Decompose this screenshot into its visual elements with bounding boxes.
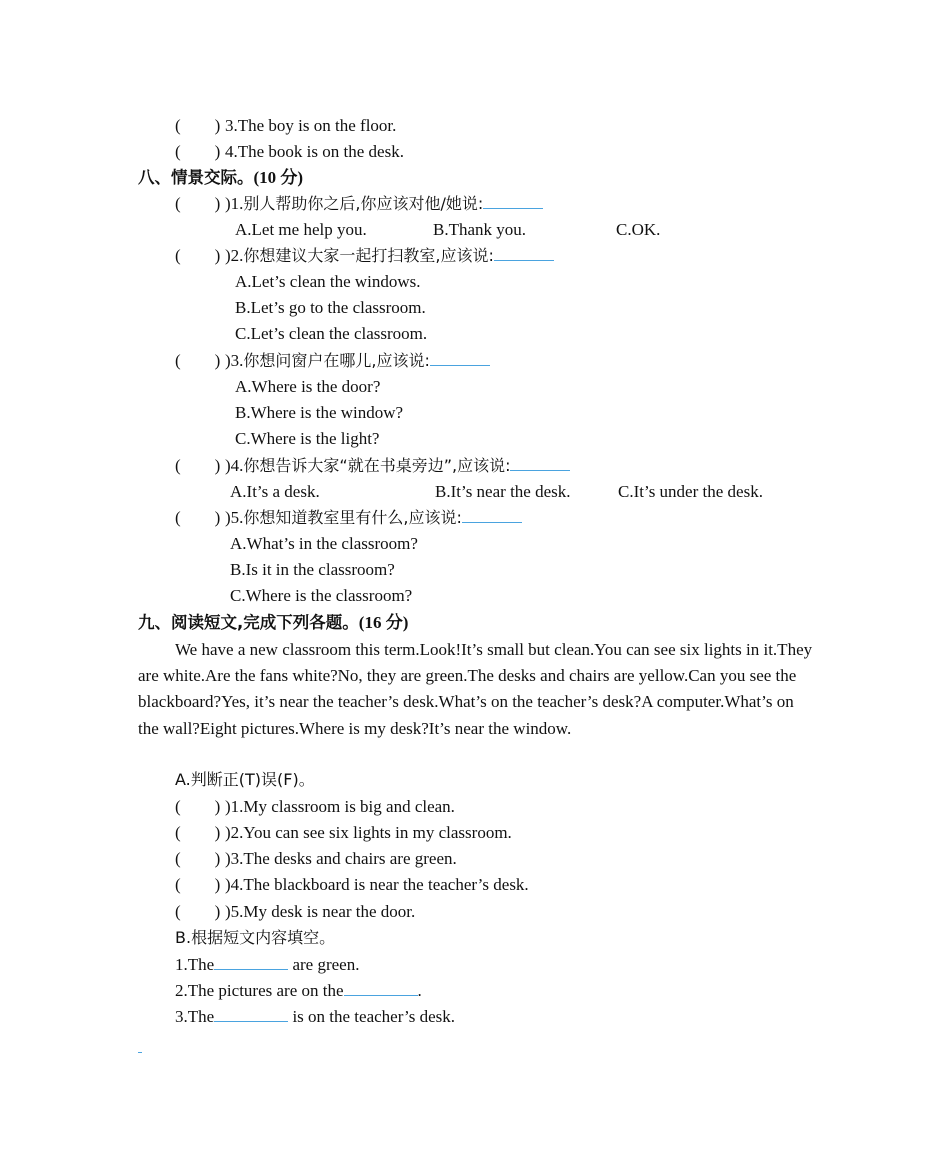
question-text: The boy is on the floor. — [237, 116, 397, 135]
fill-blank[interactable] — [344, 981, 418, 996]
option-b: B.It’s near the desk. — [435, 482, 571, 501]
answer-bracket[interactable]: ( ) — [175, 351, 221, 370]
part-a-title: A.判断正(T)误(F)。 — [175, 770, 315, 789]
question-8-1: )1.别人帮助你之后,你应该对他/她说: — [225, 194, 543, 214]
option-a: A.Let’s clean the windows. — [235, 272, 421, 291]
option-b: B.Let’s go to the classroom. — [235, 298, 426, 317]
option-c: C.Where is the classroom? — [230, 586, 413, 605]
answer-bracket[interactable]: ( ) — [175, 142, 221, 161]
fill-text-before: 3.The — [175, 1007, 215, 1026]
tf-item: )2.You can see six lights in my classroom. — [225, 823, 512, 842]
fill-text-before: 1.The — [175, 955, 215, 974]
part-b-title: B.根据短文内容填空。 — [175, 928, 336, 947]
answer-blank[interactable] — [510, 456, 570, 471]
answer-bracket[interactable]: ( ) — [175, 902, 221, 921]
question-prompt: 你想问窗户在哪儿,应该说: — [243, 351, 430, 370]
tf-item: )5.My desk is near the door. — [225, 902, 416, 921]
answer-bracket[interactable]: ( ) — [175, 797, 221, 816]
fill-blank[interactable] — [214, 1007, 288, 1022]
reading-passage: We have a new classroom this term.Look!It’s small but clean.You can see six lights in it.They are white.Are the fans white?No, they are green.The desks and chairs are yellow.Can you see the blackboard?Yes, it’s near the teacher’s desk.What’s on the teacher’s desk?A computer.What’s on the wall?Eight pictures.Where is my desk?It’s near the window. — [138, 640, 813, 738]
option-b: B.Where is the window? — [235, 403, 404, 422]
question-number: 3 — [225, 116, 234, 135]
answer-bracket[interactable]: ( ) — [175, 246, 221, 265]
tf-item-text: 1.My classroom is big and clean. — [230, 797, 455, 816]
tf-item: )3.The desks and chairs are green. — [225, 849, 457, 868]
question-8-3: )3.你想问窗户在哪儿,应该说: — [225, 351, 490, 371]
question-8-4: )4.你想告诉大家“就在书桌旁边”,应该说: — [225, 456, 570, 476]
fill-item-3 — [175, 1007, 455, 1027]
question-prompt: 你想建议大家一起打扫教室,应该说: — [243, 246, 494, 265]
answer-bracket[interactable]: ( ) — [175, 116, 221, 135]
tf-item: )1.My classroom is big and clean. — [225, 797, 455, 816]
answer-blank[interactable] — [494, 246, 554, 261]
question-prompt: 你想告诉大家“就在书桌旁边”,应该说: — [243, 456, 511, 475]
answer-bracket[interactable]: ( ) — [175, 456, 221, 475]
option-a: A.It’s a desk. — [230, 482, 320, 501]
fill-text-after: . — [417, 981, 422, 1000]
option-a: A.Let me help you. — [235, 220, 367, 239]
section-points: (10 分) — [253, 168, 304, 187]
option-b: B.Thank you. — [433, 220, 527, 239]
answer-bracket[interactable]: ( ) — [175, 875, 221, 894]
question-text: The book is on the desk. — [237, 142, 404, 161]
tf-item-text: 5.My desk is near the door. — [230, 902, 416, 921]
fill-item-2 — [175, 981, 422, 1001]
question-7-3: 3.The boy is on the floor. — [225, 116, 397, 135]
answer-bracket[interactable]: ( ) — [175, 508, 221, 527]
question-number: 4 — [225, 142, 234, 161]
option-c: C.Let’s clean the classroom. — [235, 324, 428, 343]
option-c: C.It’s under the desk. — [618, 482, 763, 501]
section-9-heading — [138, 613, 408, 633]
fill-item-1 — [175, 955, 359, 975]
answer-blank[interactable] — [430, 351, 490, 366]
section-8-heading — [138, 168, 303, 188]
option-b: B.Is it in the classroom? — [230, 560, 395, 579]
answer-bracket[interactable]: ( ) — [175, 849, 221, 868]
answer-blank[interactable] — [483, 194, 543, 209]
answer-bracket[interactable]: ( ) — [175, 194, 221, 213]
option-c: C.OK. — [616, 220, 661, 239]
option-a: A.What’s in the classroom? — [230, 534, 418, 553]
section-points: (16 分) — [358, 613, 409, 632]
section-title: 八、情景交际。 — [138, 168, 254, 187]
page-mark — [138, 1052, 142, 1053]
question-prompt: 你想知道教室里有什么,应该说: — [243, 508, 462, 527]
question-8-5: )5.你想知道教室里有什么,应该说: — [225, 508, 522, 528]
tf-item-text: 2.You can see six lights in my classroom. — [230, 823, 512, 842]
question-prompt: 别人帮助你之后,你应该对他/她说: — [243, 194, 484, 213]
tf-item: )4.The blackboard is near the teacher’s desk. — [225, 875, 529, 894]
fill-text-after: are green. — [288, 955, 360, 974]
question-8-2: )2.你想建议大家一起打扫教室,应该说: — [225, 246, 554, 266]
answer-bracket[interactable]: ( ) — [175, 823, 221, 842]
answer-blank[interactable] — [462, 508, 522, 523]
fill-blank[interactable] — [214, 955, 288, 970]
fill-text-before: 2.The pictures are on the — [175, 981, 344, 1000]
option-a: A.Where is the door? — [235, 377, 381, 396]
option-c: C.Where is the light? — [235, 429, 380, 448]
question-7-4: 4.The book is on the desk. — [225, 142, 404, 161]
section-title: 九、阅读短文,完成下列各题。 — [138, 613, 359, 632]
tf-item-text: 4.The blackboard is near the teacher’s desk. — [230, 875, 529, 894]
tf-item-text: 3.The desks and chairs are green. — [230, 849, 457, 868]
fill-text-after: is on the teacher’s desk. — [288, 1007, 455, 1026]
